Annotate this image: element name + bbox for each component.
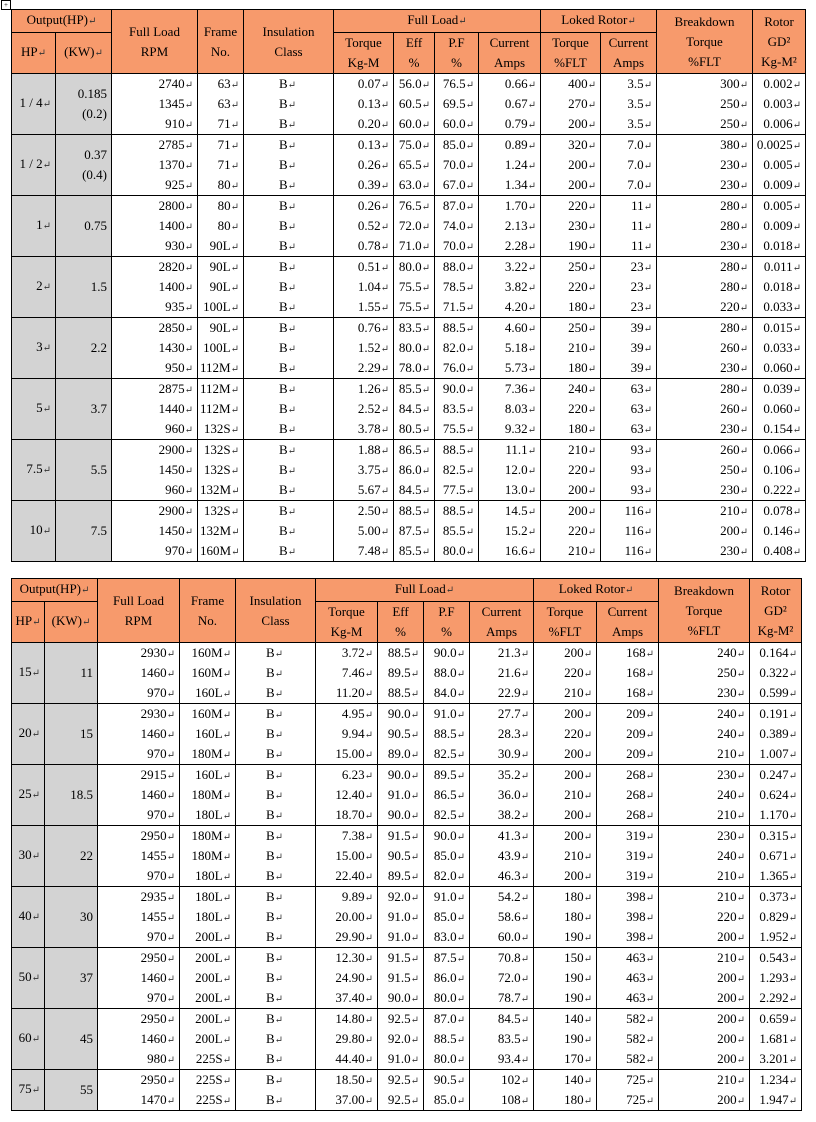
table-row	[12, 704, 802, 765]
hp-cell: 2↵	[12, 257, 56, 318]
gd2-cell: 0.066↵ 0.106↵ 0.222↵	[753, 440, 806, 501]
pf-cell: 87.0↵ 74.0↵ 70.0↵	[435, 196, 479, 257]
rpm-cell: 2800↵ 1400↵ 930↵	[112, 196, 198, 257]
frame-cell: 160M↵ 160L↵ 180M↵	[180, 704, 236, 765]
current-cell: 4.60↵ 5.18↵ 5.73↵	[479, 318, 541, 379]
lr-torque-cell: 150↵ 190↵ 190↵	[534, 948, 597, 1009]
rpm-cell: 2875↵ 1440↵ 960↵	[112, 379, 198, 440]
table-row	[12, 379, 806, 440]
lr-current-cell: 725↵ 725↵	[597, 1070, 659, 1111]
hp-cell: 30↵	[12, 826, 45, 887]
header-rotor-gd2: Rotor GD² Kg-M²	[753, 10, 806, 74]
breakdown-cell: 230↵ 240↵ 210↵	[659, 765, 750, 826]
lr-current-cell: 7.0↵ 7.0↵ 7.0↵	[601, 135, 657, 196]
header-breakdown: Breakdown Torque %FLT	[659, 579, 750, 643]
hp-cell: 1↵	[12, 196, 56, 257]
rpm-cell: 2900↵ 1450↵ 960↵	[112, 440, 198, 501]
hp-cell: 75↵	[12, 1070, 45, 1111]
pf-cell: 89.5↵ 86.5↵ 82.5↵	[424, 765, 470, 826]
frame-cell: 90L↵ 100L↵ 112M↵	[198, 318, 244, 379]
lr-torque-cell: 240↵ 220↵ 180↵	[541, 379, 601, 440]
header-output: Output(HP)↵	[12, 579, 98, 602]
pf-cell: 88.0↵ 78.5↵ 71.5↵	[435, 257, 479, 318]
insulation-cell: B↵ B↵	[236, 1070, 316, 1111]
header-kw: (KW)↵	[56, 33, 112, 74]
pf-cell: 88.5↵ 82.5↵ 77.5↵	[435, 440, 479, 501]
kw-cell: 7.5	[56, 501, 112, 562]
lr-torque-cell: 250↵ 210↵ 180↵	[541, 318, 601, 379]
kw-cell: 55	[45, 1070, 98, 1111]
header-pf: P.F %	[435, 33, 479, 74]
header-locked-rotor: Loked Rotor↵	[541, 10, 657, 33]
insulation-cell: B↵ B↵ B↵	[244, 196, 334, 257]
lr-torque-cell: 200↵ 210↵ 200↵	[534, 765, 597, 826]
lr-current-cell: 3.5↵ 3.5↵ 3.5↵	[601, 74, 657, 135]
insulation-cell: B↵ B↵ B↵	[244, 440, 334, 501]
torque-cell: 4.95↵ 9.94↵ 15.00↵	[316, 704, 378, 765]
breakdown-cell: 200↵ 200↵ 200↵	[659, 1009, 750, 1070]
table-row	[12, 74, 806, 135]
breakdown-cell: 210↵ 220↵ 200↵	[659, 887, 750, 948]
insulation-cell: B↵ B↵ B↵	[244, 135, 334, 196]
eff-cell: 92.0↵ 91.0↵ 91.0↵	[378, 887, 424, 948]
pf-cell: 87.0↵ 88.5↵ 80.0↵	[424, 1009, 470, 1070]
lr-current-cell: 319↵ 319↵ 319↵	[597, 826, 659, 887]
torque-cell: 2.50↵ 5.00↵ 7.48↵	[334, 501, 394, 562]
frame-cell: 180M↵ 180M↵ 180L↵	[180, 826, 236, 887]
rpm-cell: 2950↵ 1460↵ 970↵	[98, 948, 180, 1009]
kw-cell: 5.5	[56, 440, 112, 501]
gd2-cell: 0.247↵ 0.624↵ 1.170↵	[750, 765, 802, 826]
hp-cell: 7.5↵	[12, 440, 56, 501]
eff-cell: 76.5↵ 72.0↵ 71.0↵	[394, 196, 435, 257]
insulation-cell: B↵ B↵ B↵	[244, 257, 334, 318]
current-cell: 21.3↵ 21.6↵ 22.9↵	[470, 643, 534, 704]
header-lr-current: Current Amps	[597, 602, 659, 643]
gd2-cell: 0.002↵ 0.003↵ 0.006↵	[753, 74, 806, 135]
motor-spec-table-1	[11, 9, 806, 562]
kw-cell: 0.185 (0.2)	[56, 74, 112, 135]
hp-cell: 20↵	[12, 704, 45, 765]
header-lr-torque: Torque %FLT	[534, 602, 597, 643]
lr-current-cell: 39↵ 39↵ 39↵	[601, 318, 657, 379]
hp-cell: 40↵	[12, 887, 45, 948]
breakdown-cell: 210↵ 200↵	[659, 1070, 750, 1111]
eff-cell: 90.0↵ 90.5↵ 89.0↵	[378, 704, 424, 765]
current-cell: 27.7↵ 28.3↵ 30.9↵	[470, 704, 534, 765]
breakdown-cell: 280↵ 260↵ 230↵	[657, 379, 753, 440]
current-cell: 41.3↵ 43.9↵ 46.3↵	[470, 826, 534, 887]
kw-cell: 2.2	[56, 318, 112, 379]
gd2-cell: 0.0025↵ 0.005↵ 0.009↵	[753, 135, 806, 196]
header-lr-current: Current Amps	[601, 33, 657, 74]
pf-cell: 91.0↵ 88.5↵ 82.5↵	[424, 704, 470, 765]
pf-cell: 90.0↵ 88.0↵ 84.0↵	[424, 643, 470, 704]
frame-cell: 160M↵ 160M↵ 160L↵	[180, 643, 236, 704]
hp-cell: 3↵	[12, 318, 56, 379]
breakdown-cell: 210↵ 200↵ 230↵	[657, 501, 753, 562]
gd2-cell: 0.373↵ 0.829↵ 1.952↵	[750, 887, 802, 948]
breakdown-cell: 210↵ 200↵ 200↵	[659, 948, 750, 1009]
hp-cell: 1 / 2↵	[12, 135, 56, 196]
header-kw: (KW)↵	[45, 602, 98, 643]
frame-cell: 160L↵ 180M↵ 180L↵	[180, 765, 236, 826]
table-row	[12, 765, 802, 826]
header-frame-no: Frame No.	[180, 579, 236, 643]
kw-cell: 3.7	[56, 379, 112, 440]
header-hp: HP↵	[12, 33, 56, 74]
eff-cell: 86.5↵ 86.0↵ 84.5↵	[394, 440, 435, 501]
header-frame-no: Frame No.	[198, 10, 244, 74]
table-row	[12, 501, 806, 562]
gd2-cell: 0.005↵ 0.009↵ 0.018↵	[753, 196, 806, 257]
torque-cell: 12.30↵ 24.90↵ 37.40↵	[316, 948, 378, 1009]
header-torque: Torque Kg-M	[334, 33, 394, 74]
gd2-cell: 0.191↵ 0.389↵ 1.007↵	[750, 704, 802, 765]
insulation-cell: B↵ B↵ B↵	[236, 704, 316, 765]
kw-cell: 37	[45, 948, 98, 1009]
torque-cell: 6.23↵ 12.40↵ 18.70↵	[316, 765, 378, 826]
pf-cell: 90.0↵ 85.0↵ 82.0↵	[424, 826, 470, 887]
torque-cell: 0.13↵ 0.26↵ 0.39↵	[334, 135, 394, 196]
kw-cell: 18.5	[45, 765, 98, 826]
kw-cell: 1.5	[56, 257, 112, 318]
header-insulation-class: Insulation Class	[244, 10, 334, 74]
pf-cell: 90.0↵ 83.5↵ 75.5↵	[435, 379, 479, 440]
rpm-cell: 2930↵ 1460↵ 970↵	[98, 643, 180, 704]
gd2-cell: 0.039↵ 0.060↵ 0.154↵	[753, 379, 806, 440]
hp-cell: 1 / 4↵	[12, 74, 56, 135]
pf-cell: 87.5↵ 86.0↵ 80.0↵	[424, 948, 470, 1009]
header-lr-torque: Torque %FLT	[541, 33, 601, 74]
header-breakdown: Breakdown Torque %FLT	[657, 10, 753, 74]
rpm-cell: 2915↵ 1460↵ 970↵	[98, 765, 180, 826]
header-hp: HP↵	[12, 602, 45, 643]
lr-current-cell: 63↵ 63↵ 63↵	[601, 379, 657, 440]
eff-cell: 56.0↵ 60.5↵ 60.0↵	[394, 74, 435, 135]
gd2-cell: 0.315↵ 0.671↵ 1.365↵	[750, 826, 802, 887]
header-torque: Torque Kg-M	[316, 602, 378, 643]
eff-cell: 88.5↵ 89.5↵ 88.5↵	[378, 643, 424, 704]
breakdown-cell: 300↵ 250↵ 250↵	[657, 74, 753, 135]
torque-cell: 0.51↵ 1.04↵ 1.55↵	[334, 257, 394, 318]
torque-cell: 1.88↵ 3.75↵ 5.67↵	[334, 440, 394, 501]
hp-cell: 25↵	[12, 765, 45, 826]
eff-cell: 83.5↵ 80.0↵ 78.0↵	[394, 318, 435, 379]
insulation-cell: B↵ B↵ B↵	[244, 501, 334, 562]
lr-current-cell: 11↵ 11↵ 11↵	[601, 196, 657, 257]
table-row	[12, 826, 802, 887]
eff-cell: 75.0↵ 65.5↵ 63.0↵	[394, 135, 435, 196]
pf-cell: 88.5↵ 82.0↵ 76.0↵	[435, 318, 479, 379]
lr-torque-cell: 400↵ 270↵ 200↵	[541, 74, 601, 135]
torque-cell: 14.80↵ 29.80↵ 44.40↵	[316, 1009, 378, 1070]
kw-cell: 0.75	[56, 196, 112, 257]
kw-cell: 22	[45, 826, 98, 887]
header-eff: Eff %	[378, 602, 424, 643]
current-cell: 3.22↵ 3.82↵ 4.20↵	[479, 257, 541, 318]
insulation-cell: B↵ B↵ B↵	[236, 887, 316, 948]
table-row	[12, 318, 806, 379]
current-cell: 102↵ 108↵	[470, 1070, 534, 1111]
eff-cell: 91.5↵ 90.5↵ 89.5↵	[378, 826, 424, 887]
current-cell: 70.8↵ 72.0↵ 78.7↵	[470, 948, 534, 1009]
pf-cell: 76.5↵ 69.5↵ 60.0↵	[435, 74, 479, 135]
motor-spec-table-2	[11, 578, 802, 1111]
table-row	[12, 1009, 802, 1070]
lr-current-cell: 463↵ 463↵ 463↵	[597, 948, 659, 1009]
lr-torque-cell: 210↵ 220↵ 200↵	[541, 440, 601, 501]
pf-cell: 90.5↵ 85.0↵	[424, 1070, 470, 1111]
current-cell: 84.5↵ 83.5↵ 93.4↵	[470, 1009, 534, 1070]
pf-cell: 91.0↵ 85.0↵ 83.0↵	[424, 887, 470, 948]
rpm-cell: 2930↵ 1460↵ 970↵	[98, 704, 180, 765]
torque-cell: 0.26↵ 0.52↵ 0.78↵	[334, 196, 394, 257]
header-rotor-gd2: Rotor GD² Kg-M²	[750, 579, 802, 643]
insulation-cell: B↵ B↵ B↵	[244, 74, 334, 135]
gd2-cell: 0.015↵ 0.033↵ 0.060↵	[753, 318, 806, 379]
rpm-cell: 2740↵ 1345↵ 910↵	[112, 74, 198, 135]
insulation-cell: B↵ B↵ B↵	[236, 765, 316, 826]
header-full-load-rpm: Full Load RPM	[98, 579, 180, 643]
eff-cell: 92.5↵ 92.5↵	[378, 1070, 424, 1111]
rpm-cell: 2900↵ 1450↵ 970↵	[112, 501, 198, 562]
frame-cell: 180L↵ 180L↵ 200L↵	[180, 887, 236, 948]
rpm-cell: 2950↵ 1460↵ 980↵	[98, 1009, 180, 1070]
frame-cell: 200L↵ 200L↵ 225S↵	[180, 1009, 236, 1070]
table-row	[12, 643, 802, 704]
lr-torque-cell: 140↵ 190↵ 170↵	[534, 1009, 597, 1070]
eff-cell: 91.5↵ 91.5↵ 90.0↵	[378, 948, 424, 1009]
lr-torque-cell: 250↵ 220↵ 180↵	[541, 257, 601, 318]
frame-cell: 112M↵ 112M↵ 132S↵	[198, 379, 244, 440]
rpm-cell: 2850↵ 1430↵ 950↵	[112, 318, 198, 379]
torque-cell: 9.89↵ 20.00↵ 29.90↵	[316, 887, 378, 948]
frame-cell: 225S↵ 225S↵	[180, 1070, 236, 1111]
current-cell: 7.36↵ 8.03↵ 9.32↵	[479, 379, 541, 440]
torque-cell: 3.72↵ 7.46↵ 11.20↵	[316, 643, 378, 704]
kw-cell: 0.37 (0.4)	[56, 135, 112, 196]
table-row	[12, 135, 806, 196]
table-row	[12, 948, 802, 1009]
torque-cell: 7.38↵ 15.00↵ 22.40↵	[316, 826, 378, 887]
lr-torque-cell: 320↵ 200↵ 200↵	[541, 135, 601, 196]
current-cell: 35.2↵ 36.0↵ 38.2↵	[470, 765, 534, 826]
hp-cell: 50↵	[12, 948, 45, 1009]
torque-cell: 18.50↵ 37.00↵	[316, 1070, 378, 1111]
lr-torque-cell: 200↵ 210↵ 200↵	[534, 826, 597, 887]
header-current: Current Amps	[470, 602, 534, 643]
eff-cell: 92.5↵ 92.0↵ 91.0↵	[378, 1009, 424, 1070]
hp-cell: 60↵	[12, 1009, 45, 1070]
breakdown-cell: 280↵ 280↵ 230↵	[657, 196, 753, 257]
header-pf: P.F %	[424, 602, 470, 643]
table-row	[12, 257, 806, 318]
kw-cell: 11	[45, 643, 98, 704]
hp-cell: 10↵	[12, 501, 56, 562]
insulation-cell: B↵ B↵ B↵	[244, 318, 334, 379]
lr-current-cell: 582↵ 582↵ 582↵	[597, 1009, 659, 1070]
torque-cell: 1.26↵ 2.52↵ 3.78↵	[334, 379, 394, 440]
breakdown-cell: 280↵ 260↵ 230↵	[657, 318, 753, 379]
current-cell: 0.89↵ 1.24↵ 1.34↵	[479, 135, 541, 196]
pf-cell: 88.5↵ 85.5↵ 80.0↵	[435, 501, 479, 562]
frame-cell: 90L↵ 90L↵ 100L↵	[198, 257, 244, 318]
eff-cell: 90.0↵ 91.0↵ 90.0↵	[378, 765, 424, 826]
header-full-load: Full Load↵	[316, 579, 534, 602]
current-cell: 1.70↵ 2.13↵ 2.28↵	[479, 196, 541, 257]
kw-cell: 15	[45, 704, 98, 765]
lr-torque-cell: 140↵ 180↵	[534, 1070, 597, 1111]
frame-cell: 71↵ 71↵ 80↵	[198, 135, 244, 196]
breakdown-cell: 240↵ 250↵ 230↵	[659, 643, 750, 704]
rpm-cell: 2935↵ 1455↵ 970↵	[98, 887, 180, 948]
eff-cell: 88.5↵ 87.5↵ 85.5↵	[394, 501, 435, 562]
gd2-cell: 0.078↵ 0.146↵ 0.408↵	[753, 501, 806, 562]
breakdown-cell: 380↵ 230↵ 230↵	[657, 135, 753, 196]
breakdown-cell: 280↵ 280↵ 220↵	[657, 257, 753, 318]
current-cell: 54.2↵ 58.6↵ 60.0↵	[470, 887, 534, 948]
breakdown-cell: 230↵ 240↵ 210↵	[659, 826, 750, 887]
kw-cell: 45	[45, 1009, 98, 1070]
insulation-cell: B↵ B↵ B↵	[236, 826, 316, 887]
frame-cell: 132S↵ 132S↵ 132M↵	[198, 440, 244, 501]
rpm-cell: 2950↵ 1470↵	[98, 1070, 180, 1111]
lr-current-cell: 209↵ 209↵ 209↵	[597, 704, 659, 765]
current-cell: 0.66↵ 0.67↵ 0.79↵	[479, 74, 541, 135]
gd2-cell: 0.011↵ 0.018↵ 0.033↵	[753, 257, 806, 318]
header-current: Current Amps	[479, 33, 541, 74]
kw-cell: 30	[45, 887, 98, 948]
breakdown-cell: 260↵ 250↵ 230↵	[657, 440, 753, 501]
lr-torque-cell: 200↵ 220↵ 210↵	[541, 501, 601, 562]
frame-cell: 200L↵ 200L↵ 200L↵	[180, 948, 236, 1009]
torque-cell: 0.07↵ 0.13↵ 0.20↵	[334, 74, 394, 135]
rpm-cell: 2785↵ 1370↵ 925↵	[112, 135, 198, 196]
header-eff: Eff %	[394, 33, 435, 74]
table-row	[12, 1070, 802, 1111]
insulation-cell: B↵ B↵ B↵	[236, 1009, 316, 1070]
lr-current-cell: 116↵ 116↵ 116↵	[601, 501, 657, 562]
gd2-cell: 1.234↵ 1.947↵	[750, 1070, 802, 1111]
insulation-cell: B↵ B↵ B↵	[236, 643, 316, 704]
lr-torque-cell: 180↵ 180↵ 190↵	[534, 887, 597, 948]
insulation-cell: B↵ B↵ B↵	[236, 948, 316, 1009]
frame-cell: 63↵ 63↵ 71↵	[198, 74, 244, 135]
frame-cell: 132S↵ 132M↵ 160M↵	[198, 501, 244, 562]
lr-torque-cell: 220↵ 230↵ 190↵	[541, 196, 601, 257]
current-cell: 14.5↵ 15.2↵ 16.6↵	[479, 501, 541, 562]
insulation-cell: B↵ B↵ B↵	[244, 379, 334, 440]
lr-current-cell: 23↵ 23↵ 23↵	[601, 257, 657, 318]
lr-current-cell: 93↵ 93↵ 93↵	[601, 440, 657, 501]
gd2-cell: 0.164↵ 0.322↵ 0.599↵	[750, 643, 802, 704]
breakdown-cell: 240↵ 240↵ 210↵	[659, 704, 750, 765]
lr-current-cell: 168↵ 168↵ 168↵	[597, 643, 659, 704]
gd2-cell: 0.543↵ 1.293↵ 2.292↵	[750, 948, 802, 1009]
header-output: Output(HP)↵	[12, 10, 112, 33]
lr-current-cell: 268↵ 268↵ 268↵	[597, 765, 659, 826]
torque-cell: 0.76↵ 1.52↵ 2.29↵	[334, 318, 394, 379]
hp-cell: 15↵	[12, 643, 45, 704]
current-cell: 11.1↵ 12.0↵ 13.0↵	[479, 440, 541, 501]
hp-cell: 5↵	[12, 379, 56, 440]
table-row	[12, 887, 802, 948]
header-insulation-class: Insulation Class	[236, 579, 316, 643]
lr-current-cell: 398↵ 398↵ 398↵	[597, 887, 659, 948]
lr-torque-cell: 200↵ 220↵ 200↵	[534, 704, 597, 765]
table-row	[12, 440, 806, 501]
gd2-cell: 0.659↵ 1.681↵ 3.201↵	[750, 1009, 802, 1070]
frame-cell: 80↵ 80↵ 90L↵	[198, 196, 244, 257]
header-full-load: Full Load↵	[334, 10, 541, 33]
rpm-cell: 2950↵ 1455↵ 970↵	[98, 826, 180, 887]
header-full-load-rpm: Full Load RPM	[112, 10, 198, 74]
table-row	[12, 196, 806, 257]
rpm-cell: 2820↵ 1400↵ 935↵	[112, 257, 198, 318]
eff-cell: 80.0↵ 75.5↵ 75.5↵	[394, 257, 435, 318]
pf-cell: 85.0↵ 70.0↵ 67.0↵	[435, 135, 479, 196]
table-anchor-icon: +	[1, 0, 11, 10]
header-locked-rotor: Loked Rotor↵	[534, 579, 659, 602]
eff-cell: 85.5↵ 84.5↵ 80.5↵	[394, 379, 435, 440]
lr-torque-cell: 200↵ 220↵ 210↵	[534, 643, 597, 704]
